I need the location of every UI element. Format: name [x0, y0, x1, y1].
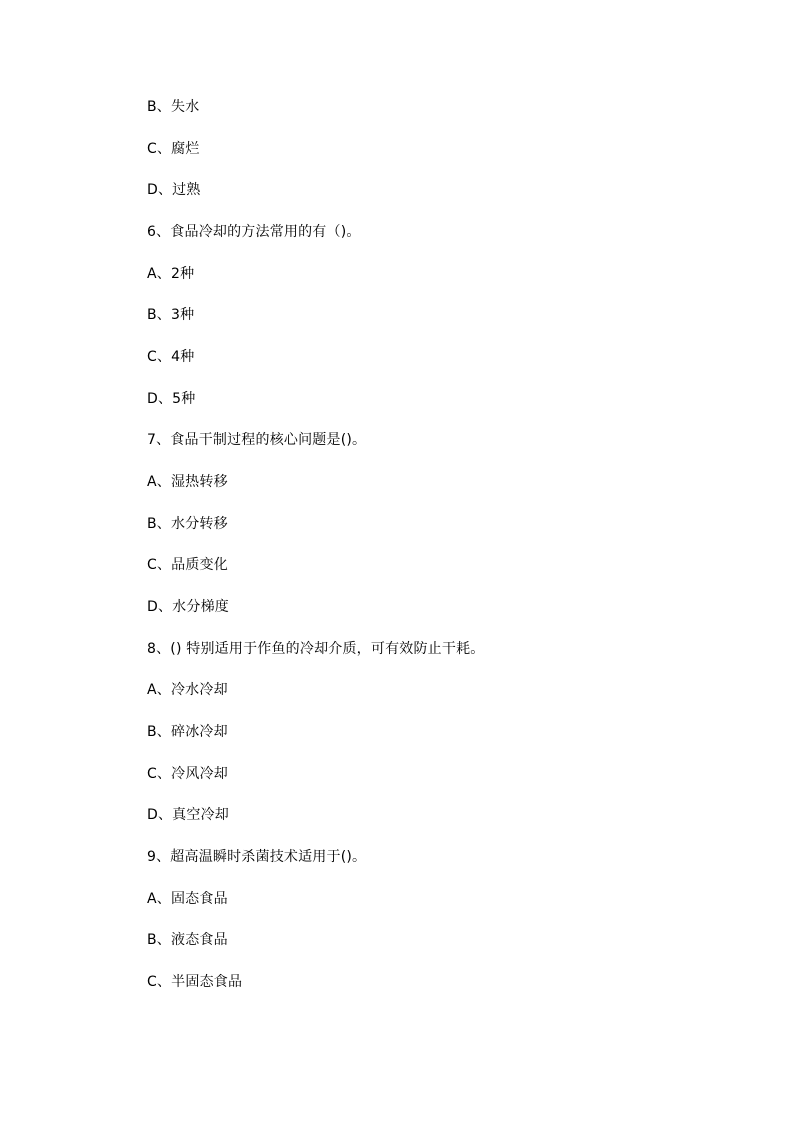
option-c-line: C、腐烂 — [147, 141, 200, 157]
option-d-line: D、5种 — [147, 391, 196, 407]
option-b-line: B、液态食品 — [147, 932, 228, 948]
option-a-line: A、固态食品 — [147, 891, 228, 907]
option-a-line: A、冷水冷却 — [147, 682, 228, 698]
option-d-line: D、水分梯度 — [147, 599, 229, 615]
option-b-line: B、水分转移 — [147, 516, 228, 532]
option-c-line: C、品质变化 — [147, 557, 228, 573]
option-c-line: C、半固态食品 — [147, 974, 243, 990]
option-d-line: D、真空冷却 — [147, 807, 229, 823]
question-7: 7、食品干制过程的核心问题是()。 — [147, 432, 367, 448]
option-c-line: C、冷风冷却 — [147, 766, 228, 782]
question-6: 6、食品冷却的方法常用的有（)。 — [147, 224, 361, 240]
option-b-line: B、碎冰冷却 — [147, 724, 228, 740]
option-d-line: D、过熟 — [147, 182, 201, 198]
question-8: 8、() 特别适用于作鱼的冷却介质，可有效防止干耗。 — [147, 641, 485, 657]
option-c-line: C、4种 — [147, 349, 195, 365]
question-9: 9、超高温瞬时杀菌技术适用于()。 — [147, 849, 367, 865]
option-a-line: A、湿热转移 — [147, 474, 228, 490]
option-a-line: A、2种 — [147, 266, 195, 282]
option-b-line: B、失水 — [147, 99, 200, 115]
option-b-line: B、3种 — [147, 307, 195, 323]
